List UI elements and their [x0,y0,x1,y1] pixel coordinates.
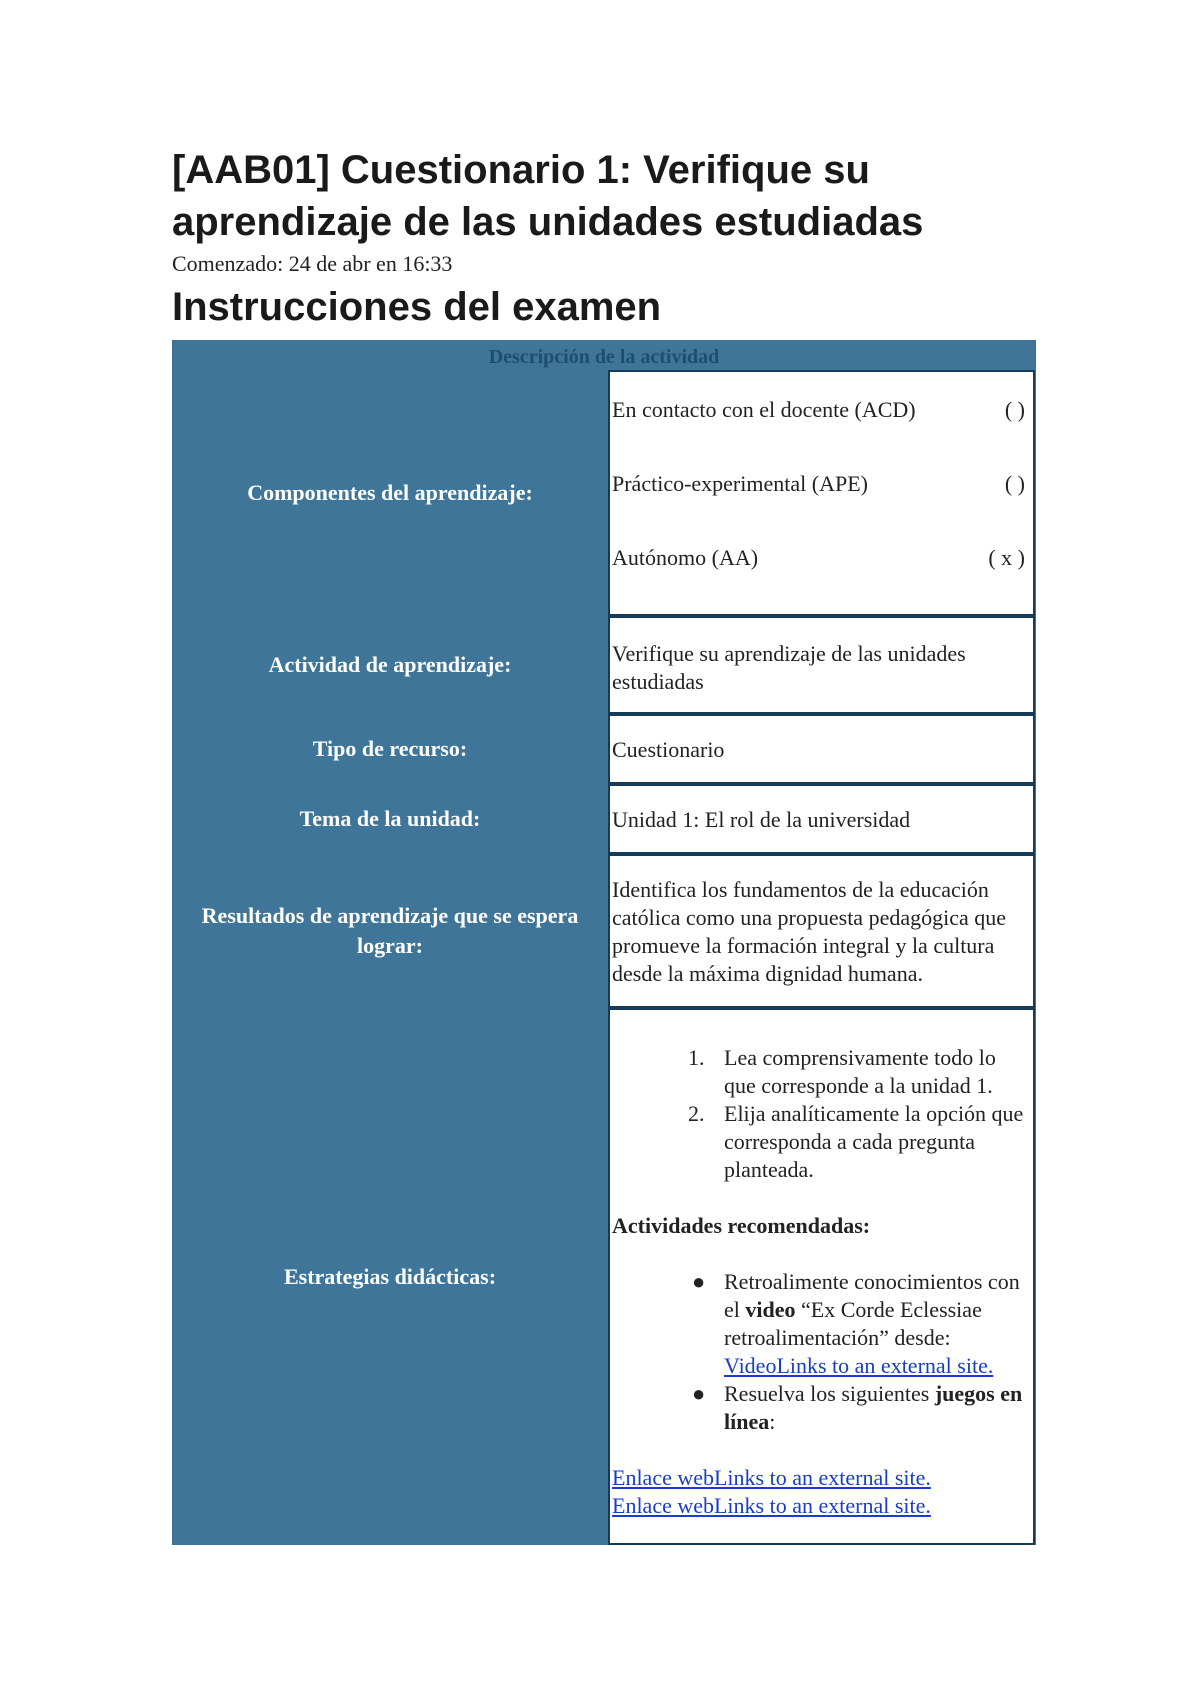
tema-cell [608,784,1035,854]
activity-description-table [172,340,1036,1545]
componentes-label: Componentes del aprendizaje: [247,480,533,505]
resultados-cell [608,854,1035,1008]
started-timestamp: Comenzado: 24 de abr en 16:33 [172,251,453,276]
resultados-label: Resultados de aprendizaje que se espera lograr: [201,903,579,958]
bullet-icon: ● [692,1269,706,1294]
tipo-cell [608,714,1035,784]
component-item-acd-mark: ( ) [1004,397,1025,422]
bullet-games-post: : [769,1409,776,1434]
web-links [612,1464,1031,1520]
estrategias-cell [608,1008,1035,1545]
step-number: 2. [688,1101,705,1126]
web-link-1[interactable]: Enlace webLinks to an external site. [612,1465,931,1490]
component-item-aa-label: Autónomo (AA) [612,545,759,570]
component-item-ape-mark: ( ) [1004,471,1025,496]
instructions-heading: Instrucciones del examen [172,285,662,329]
page-title: [AAB01] Cuestionario 1: Verifique su aprendizaje de las unidades estudiadas [172,148,924,244]
bullet-games-pre: Resuelva los siguientes [724,1381,930,1406]
component-item-acd [612,396,1025,424]
step-item [612,1100,1031,1184]
actividad-value: Verifique su aprendizaje de las unidades estudiadas [612,641,966,694]
bullet-video-bold: video [745,1297,796,1322]
actividad-label: Actividad de aprendizaje: [268,652,512,677]
component-item-ape-label: Práctico-experimental (APE) [612,471,868,496]
bullet-video-mid: “Ex Corde Eclessiae retroalimentación” desde: [724,1297,982,1350]
video-link[interactable]: VideoLinks to an external site. [724,1353,994,1378]
recommended-heading: Actividades recomendadas: [612,1213,871,1238]
bullet-item-video [612,1268,1031,1380]
bullet-games-bold: juegos en línea [724,1381,1023,1434]
tipo-value: Cuestionario [612,737,725,762]
step-number: 1. [688,1045,705,1070]
resultados-value: Identifica los fundamentos de la educación católica como una propuesta pedagógica que promueve la formación integral y la cultura desde la máxima dignidad humana. [612,877,1007,986]
step-text: Elija analíticamente la opción que corresponda a cada pregunta planteada. [724,1101,1024,1182]
tema-label: Tema de la unidad: [299,806,481,831]
component-item-acd-label: En contacto con el docente (ACD) [612,397,916,422]
bullet-item-games [612,1380,1031,1436]
component-item-aa [612,544,1025,572]
componentes-cell [608,370,1035,616]
table-header: Descripción de la actividad [488,346,720,368]
step-text: Lea comprensivamente todo lo que corresponde a la unidad 1. [724,1045,996,1098]
component-item-ape [612,470,1025,498]
actividad-cell [608,616,1035,714]
step-item [612,1044,1031,1100]
web-link-2[interactable]: Enlace webLinks to an external site. [612,1493,931,1518]
bullet-icon: ● [692,1381,706,1406]
estrategias-label: Estrategias didácticas: [283,1263,497,1289]
estrategias-content [612,1044,1031,1520]
bullet-video-pre: Retroalimente conocimientos con el [724,1269,1020,1322]
tema-value: Unidad 1: El rol de la universidad [612,807,911,832]
tipo-label: Tipo de recurso: [312,736,468,761]
component-item-aa-mark: ( x ) [988,545,1025,570]
